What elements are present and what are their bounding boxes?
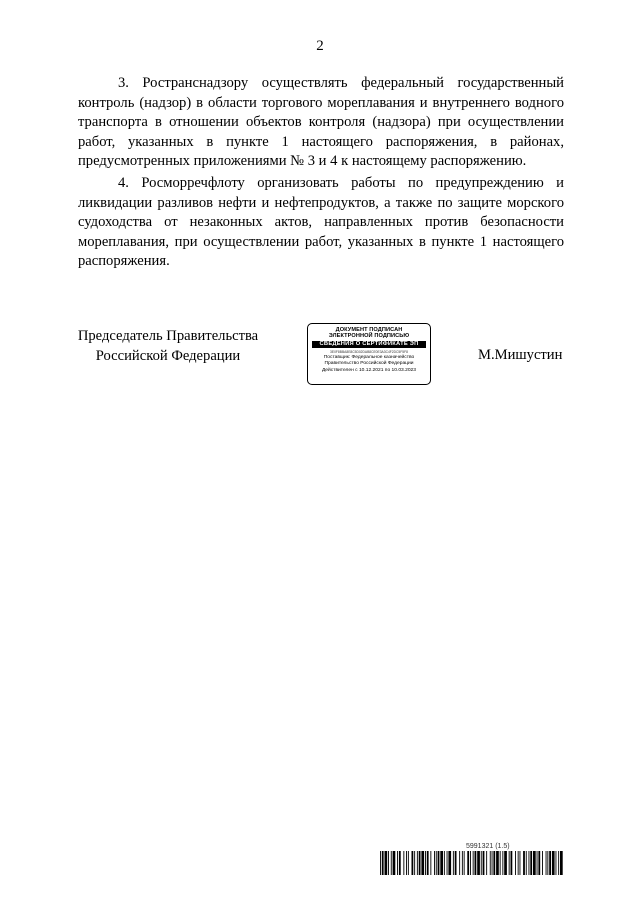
esign-heading-line2: ЭЛЕКТРОННОЙ ПОДПИСЬЮ: [328, 333, 410, 340]
barcode-bar: [547, 851, 548, 875]
barcode-bar: [462, 851, 463, 875]
barcode-bar: [399, 851, 401, 875]
barcode-bar: [518, 851, 519, 875]
barcode-bar: [414, 851, 415, 875]
barcode-bar: [552, 851, 555, 875]
esign-certificate-banner: СВЕДЕНИЯ О СЕРТИФИКАТЕ ЭП: [312, 341, 426, 348]
signer-name: М.Мишустин: [478, 347, 563, 363]
barcode-bar: [515, 851, 516, 875]
signer-title: [66, 327, 270, 366]
paragraph-4: 4. Росморречфлоту организовать работы по предупреждению и ликвидации разливов нефти и нефтепродуктов, а также по защите морского судоходства от незаконных актов, направленных против безопасности мореплавания, при осуществлении работ, указанных в пункте 1 настоящего распоряжения.: [78, 174, 564, 270]
barcode-bar: [496, 851, 499, 875]
barcode-bar: [549, 851, 551, 875]
barcode-bar: [430, 851, 431, 875]
barcode-bar: [530, 851, 532, 875]
barcode-bar: [504, 851, 507, 875]
barcode-bar: [558, 851, 559, 875]
barcode-bar: [556, 851, 557, 875]
barcode-bar: [470, 851, 471, 875]
electronic-signature-stamp: [307, 323, 431, 385]
barcode-bar: [448, 851, 451, 875]
barcode-bar: [523, 851, 525, 875]
barcode-bar: [509, 851, 510, 875]
barcode-bar: [380, 851, 381, 875]
barcode-bar: [447, 851, 448, 875]
barcode-bar: [397, 851, 398, 875]
barcode-bar: [546, 851, 547, 875]
barcode-bar: [382, 851, 384, 875]
barcode-bar: [500, 851, 501, 875]
barcode-bar: [385, 851, 388, 875]
barcode-bar: [538, 851, 540, 875]
barcode: [380, 851, 563, 875]
barcode-bar: [391, 851, 392, 875]
esign-supplier-line2: Правительство Российской Федерации: [324, 361, 414, 367]
barcode-bar: [444, 851, 445, 875]
barcode-bar: [408, 851, 409, 875]
barcode-bar: [537, 851, 538, 875]
barcode-bar: [393, 851, 396, 875]
barcode-bar: [434, 851, 435, 875]
barcode-bar: [421, 851, 424, 875]
paragraph-3: 3. Ространснадзору осуществлять федеральный государственный контроль (надзор) в области торгового мореплавания и внутреннего водного транспорта в отношении объектов контроля (надзора) при осуществлении работ, указанных в пункте 1 настоящего распоряжения, в районах, предусмотренных приложениями № 3 и 4 к настоящему распоряжению.: [78, 75, 564, 170]
esign-supplier-line1: Поставщик: Федеральное казначейство: [323, 355, 415, 361]
barcode-bar: [438, 851, 440, 875]
barcode-bar: [475, 851, 477, 875]
barcode-bar: [481, 851, 482, 875]
document-code: 5991321 (1.5): [466, 843, 510, 850]
barcode-bar: [529, 851, 530, 875]
barcode-bar: [492, 851, 493, 875]
barcode-bar: [477, 851, 480, 875]
barcode-bar: [453, 851, 454, 875]
barcode-bar: [403, 851, 404, 875]
barcode-bar: [436, 851, 437, 875]
barcode-bar: [483, 851, 485, 875]
barcode-bar: [520, 851, 521, 875]
barcode-bar: [467, 851, 469, 875]
page-number: 2: [316, 38, 324, 54]
barcode-bar: [388, 851, 389, 875]
esign-validity: Действителен с 10.12.2021 по 10.03.2023: [322, 367, 416, 373]
barcode-bar: [440, 851, 443, 875]
barcode-bar: [533, 851, 536, 875]
barcode-bar: [511, 851, 513, 875]
barcode-bar: [455, 851, 457, 875]
barcode-bar: [502, 851, 503, 875]
document-body: [78, 74, 564, 272]
barcode-bar: [464, 851, 465, 875]
barcode-bar: [425, 851, 426, 875]
barcode-bar: [560, 851, 563, 875]
barcode-bar: [427, 851, 429, 875]
barcode-bar: [419, 851, 421, 875]
barcode-bar: [486, 851, 487, 875]
esign-serial: 3E0F8BBA8E8C5D02DAB8CE0E3A3C4F2DC5F5F8: [330, 350, 408, 355]
barcode-bar: [473, 851, 474, 875]
barcode-bar: [406, 851, 407, 875]
barcode-bar: [417, 851, 418, 875]
barcode-bar: [526, 851, 527, 875]
barcode-bar: [412, 851, 414, 875]
barcode-bar: [542, 851, 543, 875]
signer-title-line1: Председатель Правительства: [77, 328, 259, 344]
barcode-bar: [459, 851, 460, 875]
barcode-bar: [493, 851, 495, 875]
barcode-bar: [490, 851, 491, 875]
signer-title-line2: Российской Федерации: [95, 347, 241, 364]
esign-heading-line1: ДОКУМЕНТ ПОДПИСАН: [335, 327, 403, 333]
